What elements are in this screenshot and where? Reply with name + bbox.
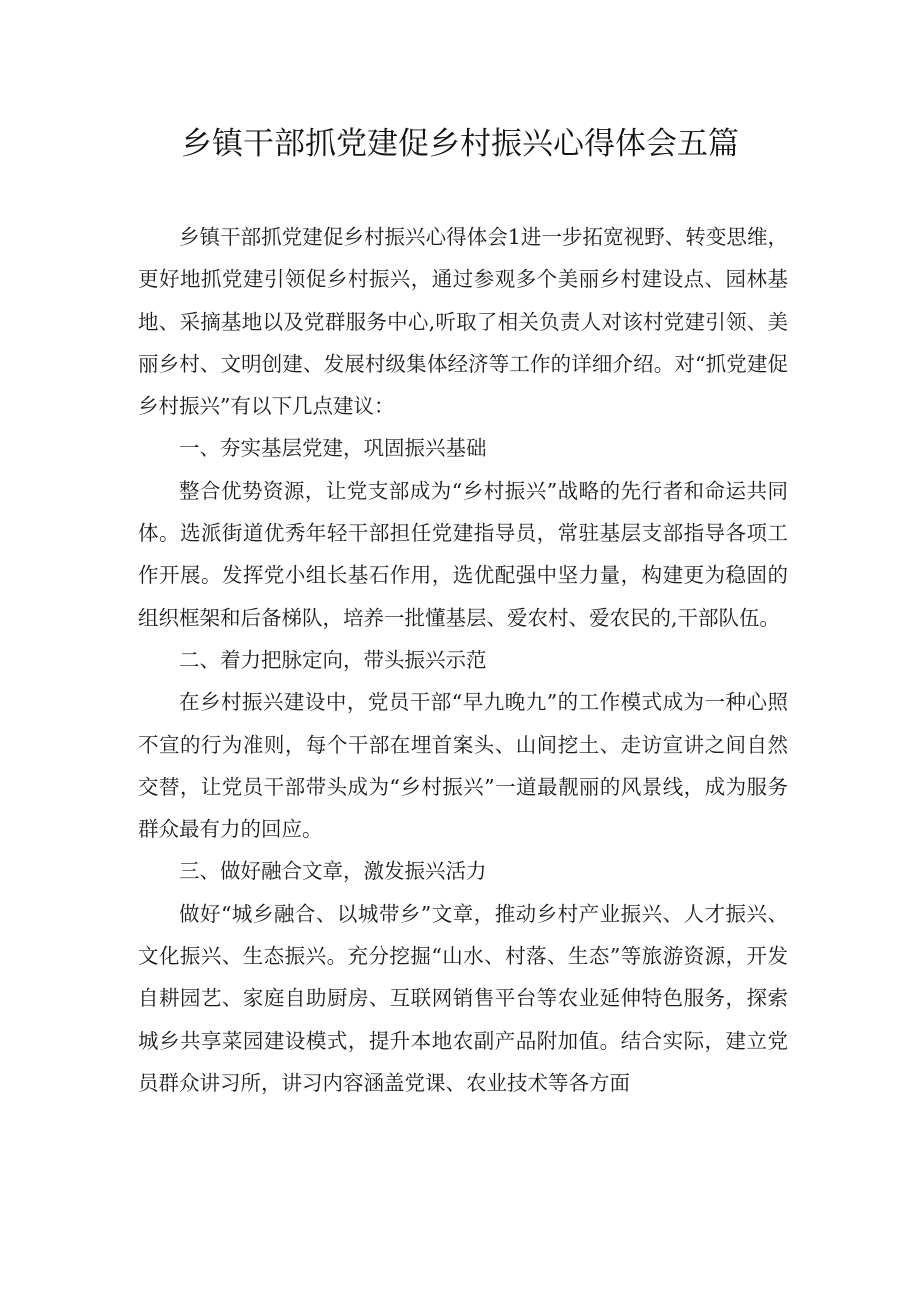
section-heading-1: 一、夯实基层党建，巩固振兴基础 <box>179 436 487 461</box>
paragraph-section-2: 在乡村振兴建设中，党员干部“早九晚九”的工作模式成为一种心照不宣的行为准则，每个干部在埋首案头、山间挖土、走访宣讲之间自然交替，让党员干部带头成为“乡村振兴”一道最靓丽的风景线，成为服务群众最有力的回应。 <box>138 690 788 842</box>
document-title: 乡镇干部抓党建促乡村振兴心得体会五篇 <box>181 126 739 162</box>
paragraph-intro: 乡镇干部抓党建促乡村振兴心得体会1进一步拓宽视野、转变思维，更好地抓党建引领促乡村振兴，通过参观多个美丽乡村建设点、园林基地、采摘基地以及党群服务中心,听取了相关负责人对该村党建引领、美丽乡村、文明创建、发展村级集体经济等工作的详细介绍。对“抓党建促乡村振兴”有以下几点建议： <box>138 225 788 419</box>
section-heading-2: 二、着力把脉定向，带头振兴示范 <box>179 647 487 672</box>
document-body <box>138 216 788 1104</box>
paragraph-section-3: 做好“城乡融合、以城带乡”文章，推动乡村产业振兴、人才振兴、文化振兴、生态振兴。充分挖掘“山水、村落、生态”等旅游资源，开发自耕园艺、家庭自助厨房、互联网销售平台等农业延伸特色服务，探索城乡共享菜园建设模式，提升本地农副产品附加值。结合实际，建立党员群众讲习所，讲习内容涵盖党课、农业技术等各方面 <box>138 901 788 1095</box>
section-heading-3: 三、做好融合文章，激发振兴活力 <box>179 859 487 884</box>
paragraph-section-1: 整合优势资源，让党支部成为“乡村振兴”战略的先行者和命运共同体。选派街道优秀年轻干部担任党建指导员，常驻基层支部指导各项工作开展。发挥党小组长基石作用，选优配强中坚力量，构建更为稳固的组织框架和后备梯队，培养一批懂基层、爱农村、爱农民的,干部队伍。 <box>138 478 788 630</box>
